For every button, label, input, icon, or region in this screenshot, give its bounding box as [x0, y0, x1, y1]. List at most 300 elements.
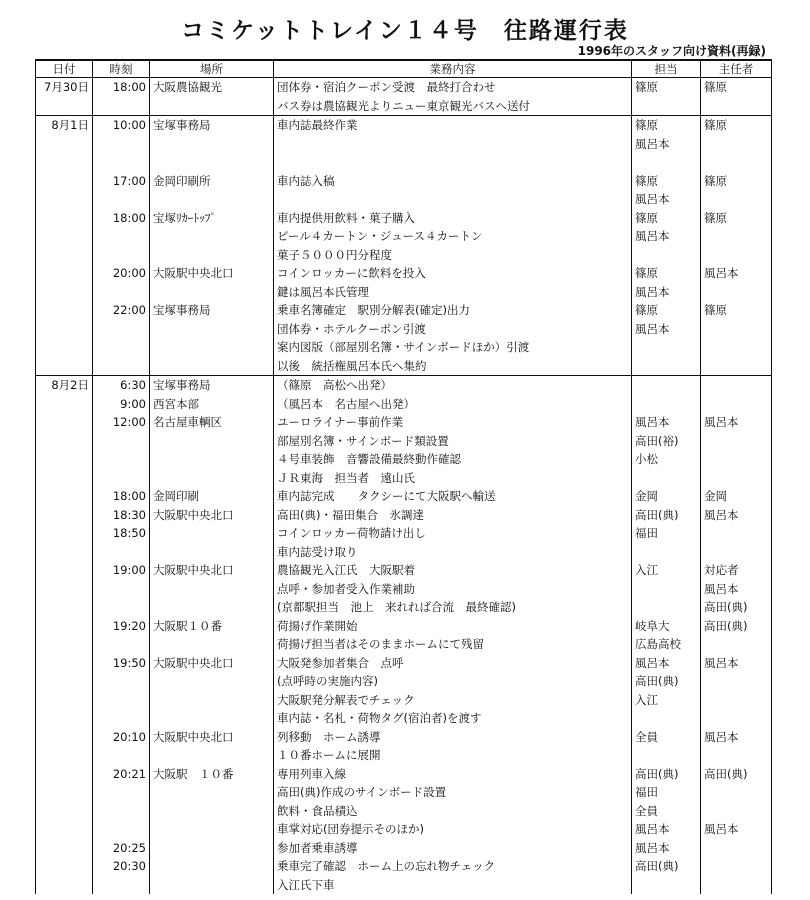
- time-cell: [93, 338, 150, 357]
- lead-cell: [701, 432, 772, 451]
- table-row: [36, 116, 772, 135]
- table-row: [36, 524, 772, 543]
- date-cell: [36, 654, 93, 673]
- lead-cell: [701, 338, 772, 357]
- place-cell: [150, 190, 274, 209]
- table-row: [36, 395, 772, 414]
- time-cell: 6:30: [93, 376, 150, 395]
- time-cell: [93, 876, 150, 895]
- staff-cell: 風呂本: [632, 413, 701, 432]
- staff-cell: [632, 246, 701, 265]
- place-cell: [150, 709, 274, 728]
- table-row: [36, 153, 772, 172]
- place-cell: [150, 320, 274, 339]
- time-cell: 20:00: [93, 264, 150, 283]
- time-cell: [93, 746, 150, 765]
- table-row: [36, 209, 772, 228]
- place-cell: [150, 543, 274, 562]
- time-cell: 20:10: [93, 728, 150, 747]
- task-cell: ＪＲ東海 担当者 遠山氏: [274, 469, 632, 488]
- time-cell: 18:00: [93, 209, 150, 228]
- table-row: [36, 264, 772, 283]
- task-cell: 部屋別名簿・サインボード類設置: [274, 432, 632, 451]
- place-cell: [150, 227, 274, 246]
- place-cell: 大阪駅 １０番: [150, 765, 274, 784]
- staff-cell: 小松: [632, 450, 701, 469]
- date-cell: [36, 301, 93, 320]
- table-row: [36, 617, 772, 636]
- table-header: [36, 60, 772, 78]
- task-cell: 鍵は風呂本氏管理: [274, 283, 632, 302]
- task-cell: ユーロライナー事前作業: [274, 413, 632, 432]
- task-cell: 乗車名簿確定 駅別分解表(確定)出力: [274, 301, 632, 320]
- time-cell: [93, 691, 150, 710]
- staff-cell: 風呂本: [632, 135, 701, 154]
- time-cell: 9:00: [93, 395, 150, 414]
- staff-cell: 福田: [632, 524, 701, 543]
- staff-cell: 篠原: [632, 301, 701, 320]
- date-cell: [36, 746, 93, 765]
- staff-cell: 全員: [632, 728, 701, 747]
- staff-cell: 岐阜大: [632, 617, 701, 636]
- time-cell: [93, 580, 150, 599]
- lead-cell: [701, 709, 772, 728]
- task-cell: (京都駅担当 池上 来れれば合流 最終確認): [274, 598, 632, 617]
- staff-cell: 風呂本: [632, 839, 701, 858]
- staff-cell: [632, 395, 701, 414]
- time-cell: [93, 432, 150, 451]
- lead-cell: [701, 524, 772, 543]
- date-cell: [36, 283, 93, 302]
- task-cell: 団体券・宿泊クーポン受渡 最終打合わせ: [274, 78, 632, 97]
- task-cell: 列移動 ホーム誘導: [274, 728, 632, 747]
- task-cell: （風呂本 名古屋へ出発）: [274, 395, 632, 414]
- staff-cell: 高田(裕): [632, 432, 701, 451]
- lead-cell: 風呂本: [701, 413, 772, 432]
- date-cell: [36, 598, 93, 617]
- header-time: 時刻: [93, 60, 150, 78]
- staff-cell: [632, 709, 701, 728]
- place-cell: [150, 135, 274, 154]
- table-row: [36, 857, 772, 876]
- task-cell: 車内提供用飲料・菓子購入: [274, 209, 632, 228]
- staff-cell: 篠原: [632, 172, 701, 191]
- lead-cell: [701, 357, 772, 376]
- date-cell: [36, 524, 93, 543]
- task-cell: コインロッカーに飲料を投入: [274, 264, 632, 283]
- place-cell: [150, 580, 274, 599]
- staff-cell: 篠原: [632, 264, 701, 283]
- lead-cell: [701, 395, 772, 414]
- time-cell: 12:00: [93, 413, 150, 432]
- lead-cell: [701, 746, 772, 765]
- lead-cell: [701, 469, 772, 488]
- date-cell: [36, 672, 93, 691]
- task-cell: 高田(典)作成のサインボード設置: [274, 783, 632, 802]
- place-cell: 宝塚事務局: [150, 301, 274, 320]
- staff-cell: 福田: [632, 783, 701, 802]
- time-cell: 18:00: [93, 78, 150, 97]
- date-cell: 7月30日: [36, 78, 93, 97]
- staff-cell: 篠原: [632, 78, 701, 97]
- table-row: [36, 376, 772, 395]
- lead-cell: 篠原: [701, 301, 772, 320]
- task-cell: ４号車装飾 音響設備最終動作確認: [274, 450, 632, 469]
- lead-cell: 風呂本: [701, 580, 772, 599]
- task-cell: 車内誌・名札・荷物タグ(宿泊者)を渡す: [274, 709, 632, 728]
- date-cell: [36, 617, 93, 636]
- table-row: [36, 876, 772, 895]
- lead-cell: [701, 135, 772, 154]
- time-cell: 18:30: [93, 506, 150, 525]
- table-row: [36, 635, 772, 654]
- lead-cell: [701, 543, 772, 562]
- task-cell: 専用列車入線: [274, 765, 632, 784]
- table-row: [36, 246, 772, 265]
- place-cell: [150, 839, 274, 858]
- lead-cell: 篠原: [701, 116, 772, 135]
- staff-cell: 全員: [632, 802, 701, 821]
- lead-cell: 金岡: [701, 487, 772, 506]
- lead-cell: 篠原: [701, 209, 772, 228]
- task-cell: (点呼時の実施内容): [274, 672, 632, 691]
- time-cell: [93, 783, 150, 802]
- staff-cell: 高田(典): [632, 857, 701, 876]
- date-cell: [36, 802, 93, 821]
- date-cell: [36, 227, 93, 246]
- task-cell: 大阪発参加者集合 点呼: [274, 654, 632, 673]
- time-cell: 19:00: [93, 561, 150, 580]
- task-cell: 車内誌入稿: [274, 172, 632, 191]
- date-cell: [36, 765, 93, 784]
- table-row: [36, 172, 772, 191]
- task-cell: [274, 135, 632, 154]
- table-row: [36, 190, 772, 209]
- date-cell: [36, 97, 93, 116]
- time-cell: 18:50: [93, 524, 150, 543]
- place-cell: 大阪農協観光: [150, 78, 274, 97]
- staff-cell: [632, 338, 701, 357]
- task-cell: 車掌対応(団券提示そのほか): [274, 820, 632, 839]
- task-cell: 農協観光入江氏 大阪駅着: [274, 561, 632, 580]
- place-cell: 大阪駅１０番: [150, 617, 274, 636]
- lead-cell: 風呂本: [701, 820, 772, 839]
- lead-cell: [701, 450, 772, 469]
- table-row: [36, 783, 772, 802]
- task-cell: 以後 統括権風呂本氏へ集約: [274, 357, 632, 376]
- staff-cell: [632, 376, 701, 395]
- place-cell: [150, 746, 274, 765]
- lead-cell: [701, 153, 772, 172]
- lead-cell: 高田(典): [701, 765, 772, 784]
- place-cell: 大阪駅中央北口: [150, 561, 274, 580]
- date-cell: [36, 709, 93, 728]
- time-cell: 20:21: [93, 765, 150, 784]
- time-cell: [93, 357, 150, 376]
- lead-cell: [701, 190, 772, 209]
- lead-cell: [701, 876, 772, 895]
- time-cell: [93, 635, 150, 654]
- header-staff: 担当: [632, 60, 701, 78]
- staff-cell: 広島高校: [632, 635, 701, 654]
- staff-cell: 篠原: [632, 209, 701, 228]
- place-cell: 金岡印刷所: [150, 172, 274, 191]
- staff-cell: 風呂本: [632, 820, 701, 839]
- lead-cell: 対応者: [701, 561, 772, 580]
- date-cell: [36, 320, 93, 339]
- time-cell: [93, 598, 150, 617]
- task-cell: 菓子５０００円分程度: [274, 246, 632, 265]
- date-cell: [36, 432, 93, 451]
- date-cell: 8月2日: [36, 376, 93, 395]
- time-cell: 18:00: [93, 487, 150, 506]
- date-cell: [36, 469, 93, 488]
- header-task: 業務内容: [274, 60, 632, 78]
- date-cell: [36, 395, 93, 414]
- time-cell: 20:30: [93, 857, 150, 876]
- staff-cell: [632, 543, 701, 562]
- date-cell: [36, 264, 93, 283]
- place-cell: 大阪駅中央北口: [150, 728, 274, 747]
- staff-cell: 金岡: [632, 487, 701, 506]
- staff-cell: 風呂本: [632, 320, 701, 339]
- staff-cell: 高田(典): [632, 506, 701, 525]
- place-cell: [150, 820, 274, 839]
- place-cell: [150, 783, 274, 802]
- task-cell: 高田(典)・福田集合 氷調達: [274, 506, 632, 525]
- task-cell: 荷揚げ担当者はそのままホームにて残留: [274, 635, 632, 654]
- place-cell: [150, 469, 274, 488]
- staff-cell: [632, 357, 701, 376]
- place-cell: [150, 876, 274, 895]
- table-row: [36, 135, 772, 154]
- table-row: [36, 506, 772, 525]
- task-cell: 車内誌完成 タクシーにて大阪駅へ輸送: [274, 487, 632, 506]
- table-row: [36, 709, 772, 728]
- place-cell: [150, 432, 274, 451]
- table-row: [36, 432, 772, 451]
- lead-cell: [701, 839, 772, 858]
- date-cell: [36, 820, 93, 839]
- task-cell: 大阪駅発分解表でチェック: [274, 691, 632, 710]
- date-cell: [36, 487, 93, 506]
- place-cell: 大阪駅中央北口: [150, 264, 274, 283]
- time-cell: [93, 802, 150, 821]
- time-cell: [93, 153, 150, 172]
- lead-cell: [701, 97, 772, 116]
- place-cell: [150, 153, 274, 172]
- table-row: [36, 654, 772, 673]
- table-row: [36, 227, 772, 246]
- lead-cell: 風呂本: [701, 654, 772, 673]
- date-cell: [36, 635, 93, 654]
- task-cell: 乗車完了確認 ホーム上の忘れ物チェック: [274, 857, 632, 876]
- task-cell: [274, 190, 632, 209]
- task-cell: 入江氏下車: [274, 876, 632, 895]
- task-cell: （篠原 高松へ出発）: [274, 376, 632, 395]
- place-cell: [150, 802, 274, 821]
- table-row: [36, 728, 772, 747]
- lead-cell: 篠原: [701, 78, 772, 97]
- staff-cell: [632, 97, 701, 116]
- staff-cell: 風呂本: [632, 190, 701, 209]
- page-subtitle: 1996年のスタッフ向け資料(再録): [577, 44, 766, 58]
- date-cell: [36, 135, 93, 154]
- time-cell: 19:20: [93, 617, 150, 636]
- table-row: [36, 78, 772, 97]
- date-cell: [36, 190, 93, 209]
- lead-cell: [701, 376, 772, 395]
- place-cell: [150, 97, 274, 116]
- lead-cell: [701, 283, 772, 302]
- table-row: [36, 598, 772, 617]
- table-row: [36, 765, 772, 784]
- header-place: 場所: [150, 60, 274, 78]
- staff-cell: [632, 469, 701, 488]
- lead-cell: 篠原: [701, 172, 772, 191]
- staff-cell: 入江: [632, 691, 701, 710]
- lead-cell: [701, 635, 772, 654]
- time-cell: 19:50: [93, 654, 150, 673]
- lead-cell: 高田(典): [701, 598, 772, 617]
- date-cell: 8月1日: [36, 116, 93, 135]
- staff-cell: 篠原: [632, 116, 701, 135]
- date-cell: [36, 246, 93, 265]
- place-cell: [150, 338, 274, 357]
- table-row: [36, 301, 772, 320]
- lead-cell: [701, 320, 772, 339]
- task-cell: 参加者乗車誘導: [274, 839, 632, 858]
- staff-cell: 風呂本: [632, 227, 701, 246]
- table-row: [36, 469, 772, 488]
- table-row: [36, 487, 772, 506]
- table-row: [36, 357, 772, 376]
- table-row: [36, 283, 772, 302]
- date-cell: [36, 153, 93, 172]
- staff-cell: 風呂本: [632, 654, 701, 673]
- staff-cell: 高田(典): [632, 672, 701, 691]
- date-cell: [36, 839, 93, 858]
- staff-cell: 高田(典): [632, 765, 701, 784]
- place-cell: [150, 450, 274, 469]
- lead-cell: 風呂本: [701, 728, 772, 747]
- task-cell: 飲料・食品積込: [274, 802, 632, 821]
- time-cell: 10:00: [93, 116, 150, 135]
- table-row: [36, 338, 772, 357]
- place-cell: 宝塚事務局: [150, 116, 274, 135]
- place-cell: 西宮本部: [150, 395, 274, 414]
- place-cell: [150, 672, 274, 691]
- time-cell: [93, 543, 150, 562]
- table-row: [36, 413, 772, 432]
- time-cell: [93, 190, 150, 209]
- date-cell: [36, 876, 93, 895]
- date-cell: [36, 450, 93, 469]
- staff-cell: 風呂本: [632, 283, 701, 302]
- lead-cell: 風呂本: [701, 264, 772, 283]
- place-cell: [150, 598, 274, 617]
- lead-cell: [701, 691, 772, 710]
- time-cell: [93, 320, 150, 339]
- date-cell: [36, 561, 93, 580]
- table-row: [36, 839, 772, 858]
- table-row: [36, 580, 772, 599]
- staff-cell: [632, 153, 701, 172]
- task-cell: コインロッカー荷物請け出し: [274, 524, 632, 543]
- task-cell: [274, 153, 632, 172]
- place-cell: 名古屋車輌区: [150, 413, 274, 432]
- task-cell: 点呼・参加者受入作業補助: [274, 580, 632, 599]
- table-row: [36, 320, 772, 339]
- date-cell: [36, 413, 93, 432]
- table-row: [36, 672, 772, 691]
- date-cell: [36, 783, 93, 802]
- task-cell: 車内誌受け取り: [274, 543, 632, 562]
- time-cell: [93, 709, 150, 728]
- date-cell: [36, 357, 93, 376]
- place-cell: [150, 524, 274, 543]
- lead-cell: [701, 246, 772, 265]
- date-cell: [36, 857, 93, 876]
- date-cell: [36, 338, 93, 357]
- lead-cell: 風呂本: [701, 506, 772, 525]
- task-cell: 団体券・ホテルクーポン引渡: [274, 320, 632, 339]
- time-cell: [93, 283, 150, 302]
- task-cell: バス券は農協観光よりニュー東京観光バスへ送付: [274, 97, 632, 116]
- place-cell: [150, 357, 274, 376]
- time-cell: [93, 246, 150, 265]
- staff-cell: 入江: [632, 561, 701, 580]
- lead-cell: [701, 857, 772, 876]
- time-cell: [93, 135, 150, 154]
- time-cell: [93, 97, 150, 116]
- header-row: [36, 60, 772, 78]
- place-cell: [150, 283, 274, 302]
- staff-cell: [632, 598, 701, 617]
- task-cell: 車内誌最終作業: [274, 116, 632, 135]
- page-title: コミケットトレイン１４号 往路運行表: [181, 18, 629, 44]
- time-cell: 22:00: [93, 301, 150, 320]
- lead-cell: [701, 672, 772, 691]
- place-cell: [150, 246, 274, 265]
- place-cell: 宝塚事務局: [150, 376, 274, 395]
- date-cell: [36, 209, 93, 228]
- table-row: [36, 97, 772, 116]
- staff-cell: [632, 580, 701, 599]
- table-row: [36, 691, 772, 710]
- date-cell: [36, 580, 93, 599]
- table-row: [36, 543, 772, 562]
- table-body: [36, 78, 772, 895]
- place-cell: 宝塚ﾘｶｰﾄｯﾌﾟ: [150, 209, 274, 228]
- table-row: [36, 820, 772, 839]
- time-cell: [93, 820, 150, 839]
- lead-cell: [701, 783, 772, 802]
- table-row: [36, 802, 772, 821]
- task-cell: 案内図版（部屋別名簿・サインボードほか）引渡: [274, 338, 632, 357]
- date-cell: [36, 506, 93, 525]
- table-row: [36, 561, 772, 580]
- time-cell: [93, 672, 150, 691]
- schedule-table: [35, 59, 772, 894]
- date-cell: [36, 543, 93, 562]
- table-row: [36, 450, 772, 469]
- time-cell: [93, 469, 150, 488]
- time-cell: 17:00: [93, 172, 150, 191]
- place-cell: [150, 691, 274, 710]
- time-cell: [93, 450, 150, 469]
- date-cell: [36, 172, 93, 191]
